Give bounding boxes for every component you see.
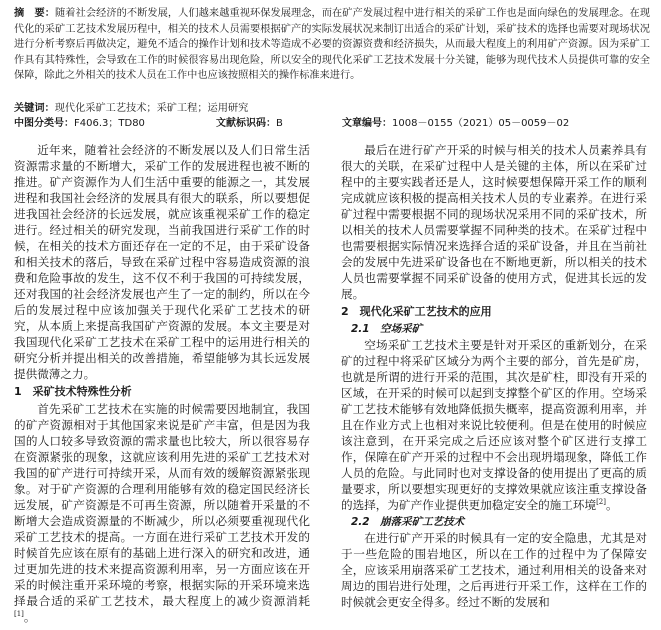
citation-1: [1] xyxy=(14,610,24,619)
section-1-heading: 1 采矿技术特殊性分析 xyxy=(14,385,132,398)
doc-code-label: 文献标识码： xyxy=(216,118,276,129)
document-code xyxy=(216,117,283,131)
subsection-2-1-heading: 2.1 空场采矿 xyxy=(351,323,423,335)
section-1-paragraph xyxy=(14,401,310,625)
keywords xyxy=(14,101,248,116)
right-column xyxy=(341,142,647,611)
abstract-label: 摘 要： xyxy=(14,8,56,19)
right-paragraph-1: 最后在进行矿产开采的时候与相关的技术人员素养具有很大的关联，在采矿过程中人是关键的主体，所以在采矿过程中的主要实践者还是人，这时候要想保障开采工作的顺利完成就应该积极的提高相关技术人员的专业素养。在进行采矿过程中需要根据不同的现场状况采用不同的采矿技术，所以相关的技术人员需要掌握不同种类的技术。在采矿过程中也需要根据实际情况来选择合适的采矿设备，并且在当前社会的发展中先进采矿设备也在不断地更新，所以相关的技术人员也需要掌握不同采矿设备的使用方式，促进其长远的发展。 xyxy=(341,143,647,301)
section-2-heading: 2 现代化采矿工艺技术的应用 xyxy=(341,305,492,318)
abstract xyxy=(14,6,650,84)
subsection-2-1-text: 空场采矿工艺技术主要是针对开采区的重新划分，在采矿的过程中将采矿区域分为两个主要的部分，首先是矿房，也就是所谓的进行开采的范围，其次是矿柱，即没有开采的区域，在开采的时候可以起到支撑整个矿区的作用。空场采矿工艺技术能够有效地降低损失概率，提高资源利用率，并且在作业方式上也相对来说比较便利。但是在使用的时候应该注意到，在开采完成之后还应该对整个矿区进行支撑工作，保障在矿产开采的过程中不会出现坍塌现象，降低工作人员的危险。与此同时也对支撑设备的使用提出了更高的质量要求，所以要想实现更好的支撑效果就应该注重支撑设备的选择，为矿产作业提供更加稳定安全的施工环境 xyxy=(341,338,647,512)
keywords-text: 现代化采矿工艺技术；采矿工程；运用研究 xyxy=(54,103,249,114)
doc-code-value: B xyxy=(276,118,283,129)
subsection-2-2-heading: 2.2 崩落采矿工艺技术 xyxy=(351,516,465,528)
article-no-label: 文章编号： xyxy=(342,118,392,129)
section-1-text: 首先采矿工艺技术在实施的时候需要因地制宜，我国的矿产资源相对于其他国家来说是矿产丰富，但是因为我国的人口较多导致资源的需求量也比较大，所以很容易存在资源紧张的现象，这就应该利用先进的采矿工艺技术对我国的矿产进行可持续开采，从而有效的缓解资源紧张现象。对于矿产资源的合理利用能够有效的稳定国民经济长远发展，矿产资源是不可再生资源，所以随着开采量的不断增大会造成资源量的不断减少，所以必须要重视现代化采矿工艺技术的提高。一方面在进行采矿工艺技术开发的时候首先应该在原有的基础上进行深入的研究和改进，通过更加先进的技术来提高资源利用率，另一方面应该在开采的时候注重开采环境的考察，根据实际的开采环境来选择最合适的采矿工艺技术，最大程度上的减少资源消耗 xyxy=(14,402,310,608)
clc-label: 中图分类号： xyxy=(14,118,74,129)
citation-2: [2] xyxy=(596,498,606,507)
article-number xyxy=(342,117,569,131)
left-column xyxy=(14,142,310,626)
intro-paragraph: 近年来，随着社会经济的不断发展以及人们日常生活资源需求量的不断增大，采矿工作的发展进程也被不断的推进。矿产资源作为人们生活中重要的能源之一，其发展进程和我国社会经济的发展具有很大的联系，所以要想促进我国社会经济的长远发展，就应该重视采矿工作的稳定进行。经过相关的研究发现，当前我国进行采矿工作的时候，在相关的技术方面还存在一定的不足，由于采矿设备和相关技术的落后，导致在采矿过程中容易造成资源的浪费和危险事故的发生，这不仅不利于我国的可持续发展，还对我国的社会经济发展也产生了一定的制约，所以在今后的发展过程中应该加强关于现代化采矿工艺技术的研究，从本质上来提高我国矿产资源的发展。本文主要是对我国现代化采矿工艺技术在采矿工程中的运用进行相关的研究分析并提出相关的改善措施，希望能够为其长远发展提供微薄之力。 xyxy=(14,143,310,381)
clc-value: F406.3；TD80 xyxy=(74,118,145,129)
subsection-2-1-paragraph xyxy=(341,337,647,513)
subsection-2-2-paragraph: 在进行矿产开采的时候具有一定的安全隐患，尤其是对于一些危险的围岩地区，所以在工作的过程中为了保障安全，应该采用崩落采矿工艺技术，通过利用相关的设备来对周边的围岩进行处理，之后再进行开采工作，这样在工作的时候就会更安全得多。经过不断的发展和 xyxy=(341,531,647,609)
section-1-tail: 。 xyxy=(23,610,36,624)
article-no-value: 1008－0155（2021）05－0059－02 xyxy=(392,118,570,129)
subsection-2-1-tail: 。 xyxy=(606,498,618,512)
abstract-text: 随着社会经济的不断发展，人们越来越重视环保发展理念，而在矿产发展过程中进行相关的采矿工作也是面向绿色的发展理念。在现代化的采矿工艺技术发展历程中，相关的技术人员需要根据矿产的实际发展状况来制订出适合的采矿计划，采矿技术的选择也需要对现场状况进行分析考察后再做决定，避免不适合的操作计划和技术等造成不必要的资源资费和经济损失，从而最大程度上的利用矿产资源。因为采矿工作具有其特殊性，会导致在工作的时候很容易出现危险，所以安全的现代化采矿工艺技术发展十分关键，能够为现代技术人员提供可靠的安全保障，除此之外相关的技术人员在工作中也应该按照相关的操作标准来进行。 xyxy=(14,8,651,82)
keywords-label: 关键词： xyxy=(14,103,55,114)
clc-number xyxy=(14,117,145,131)
